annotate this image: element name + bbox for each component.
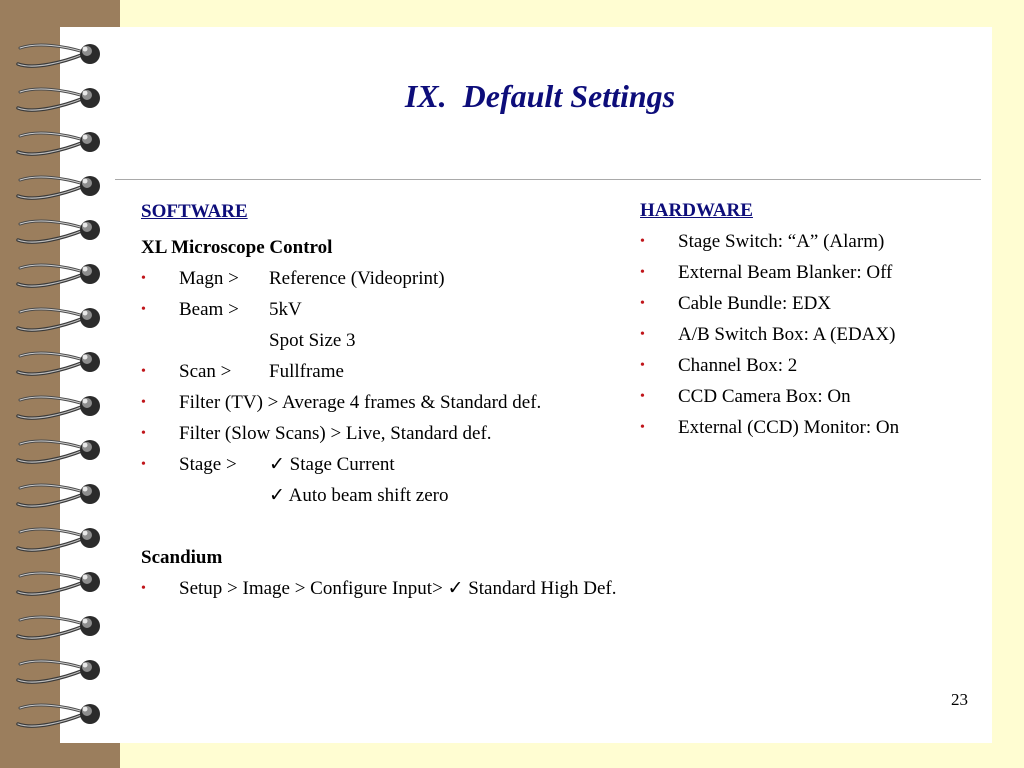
spiral-ring	[14, 348, 106, 378]
scandium-heading: Scandium	[141, 547, 223, 568]
hw-stage-switch: Stage Switch: “A” (Alarm)	[678, 231, 885, 252]
spiral-ring	[14, 700, 106, 730]
spiral-ring	[14, 656, 106, 686]
hardware-heading: HARDWARE	[640, 200, 753, 221]
bullet-filter-slow: •	[141, 426, 146, 441]
hw-cable-bundle: Cable Bundle: EDX	[678, 293, 832, 314]
hw-channel-box: Channel Box: 2	[678, 355, 798, 376]
spiral-ring	[14, 568, 106, 598]
bullet-magn: •	[141, 271, 146, 286]
notebook-page	[60, 27, 992, 743]
xl-microscope-subheading: XL Microscope Control	[141, 237, 333, 258]
magn-label: Magn >	[179, 268, 239, 289]
bullet-scandium: •	[141, 581, 146, 596]
hw-beam-blanker: External Beam Blanker: Off	[678, 262, 893, 283]
spiral-ring	[14, 480, 106, 510]
hw-ccd-camera: CCD Camera Box: On	[678, 386, 851, 407]
stage-current-value: ✓ Stage Current	[269, 454, 395, 475]
spiral-ring	[14, 304, 106, 334]
spot-size-value: Spot Size 3	[269, 330, 356, 351]
spiral-ring	[14, 524, 106, 554]
bullet-hw-1: •	[640, 234, 645, 249]
spiral-ring	[14, 260, 106, 290]
filter-slow-text: Filter (Slow Scans) > Live, Standard def.	[179, 423, 492, 444]
title-divider	[115, 179, 981, 180]
spiral-ring	[14, 436, 106, 466]
spiral-ring	[14, 128, 106, 158]
scandium-setup-text: Setup > Image > Configure Input> ✓ Standard High Def.	[179, 578, 617, 599]
filter-tv-text: Filter (TV) > Average 4 frames & Standard def.	[179, 392, 542, 413]
bullet-hw-5: •	[640, 358, 645, 373]
scan-label: Scan >	[179, 361, 232, 382]
bullet-hw-6: •	[640, 389, 645, 404]
hw-ccd-monitor: External (CCD) Monitor: On	[678, 417, 900, 438]
spiral-ring	[14, 612, 106, 642]
spiral-ring	[14, 172, 106, 202]
bullet-hw-3: •	[640, 296, 645, 311]
stage-label: Stage >	[179, 454, 237, 475]
beam-value: 5kV	[269, 299, 302, 320]
spiral-ring	[14, 392, 106, 422]
scan-value: Fullframe	[269, 361, 344, 382]
bullet-hw-4: •	[640, 327, 645, 342]
spiral-ring	[14, 216, 106, 246]
auto-beam-value: ✓ Auto beam shift zero	[269, 485, 449, 506]
bullet-hw-2: •	[640, 265, 645, 280]
magn-value: Reference (Videoprint)	[269, 268, 445, 289]
bullet-scan: •	[141, 364, 146, 379]
spiral-ring	[14, 40, 106, 70]
page-number: 23	[951, 690, 968, 709]
slide-title: IX. Default Settings	[404, 78, 676, 114]
bullet-stage: •	[141, 457, 146, 472]
bullet-filter-tv: •	[141, 395, 146, 410]
bullet-hw-7: •	[640, 420, 645, 435]
hw-ab-switch: A/B Switch Box: A (EDAX)	[678, 324, 896, 345]
beam-label: Beam >	[179, 299, 239, 320]
software-heading: SOFTWARE	[141, 201, 248, 222]
bullet-beam: •	[141, 302, 146, 317]
